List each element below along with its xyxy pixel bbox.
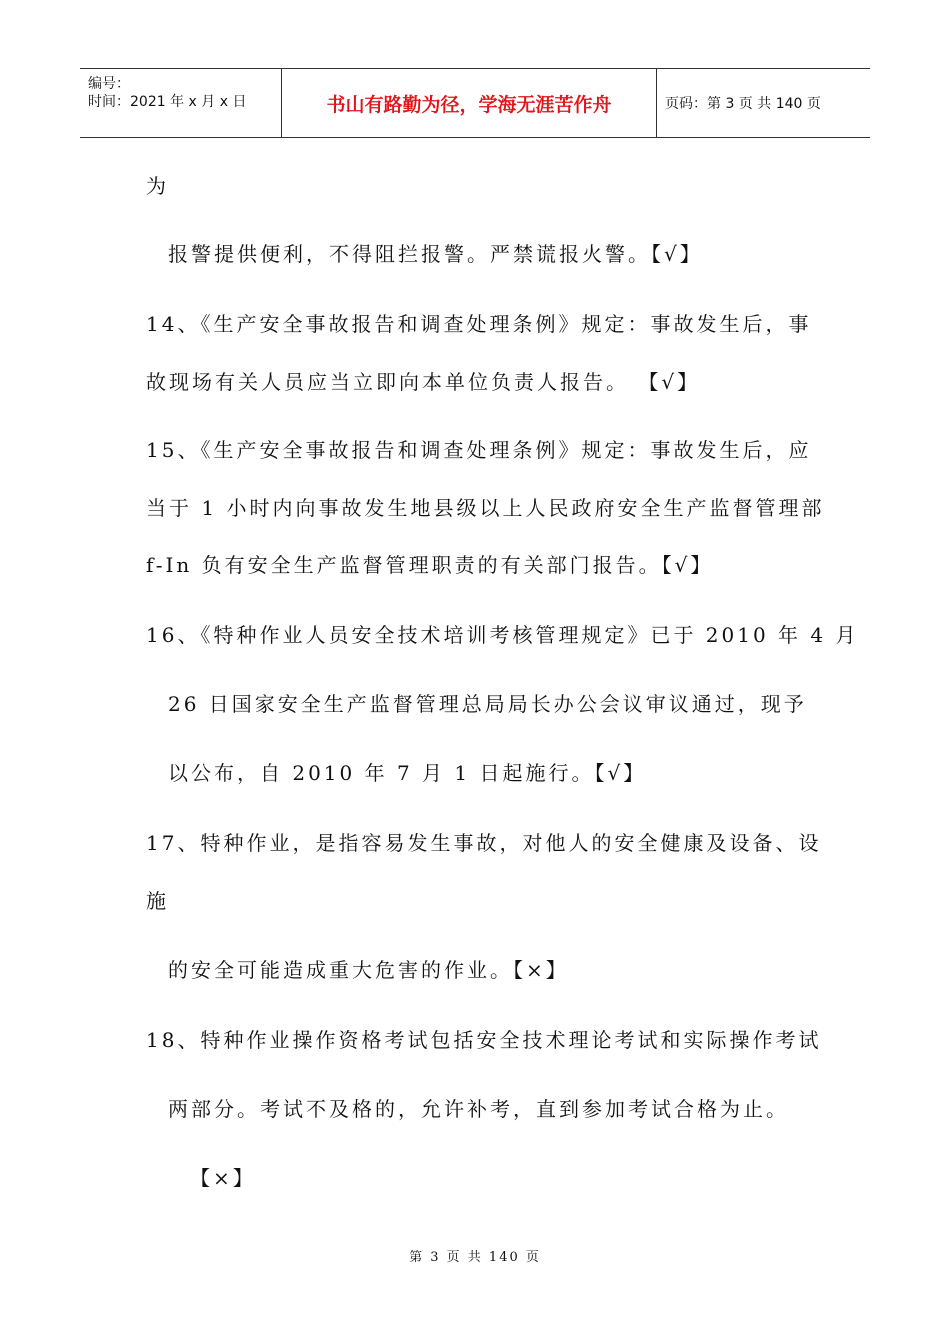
text-line: 故现场有关人员应当立即向本单位负责人报告。 【√】: [146, 370, 701, 394]
header-motto: 书山有路勤为径，学海无涯苦作舟: [282, 69, 657, 137]
document-number-label: 编号：: [88, 76, 130, 92]
document-date-label: 时间：2021 年 x 月 x 日: [88, 94, 247, 110]
text-line: 【×】: [190, 1166, 256, 1190]
header-meta: [80, 69, 282, 137]
text-line: 两部分。考试不及格的，允许补考，直到参加考试合格为止。: [168, 1097, 789, 1121]
text-line: 17、特种作业，是指容易发生事故，对他人的安全健康及设备、设: [146, 831, 822, 855]
text-line: 14、《生产安全事故报告和调查处理条例》规定：事故发生后，事: [146, 312, 812, 336]
text-line: 15、《生产安全事故报告和调查处理条例》规定：事故发生后，应: [146, 438, 812, 462]
text-line: 施: [146, 889, 169, 913]
text-line: f-In 负有安全生产监督管理职责的有关部门报告。【√】: [146, 553, 714, 577]
text-line: 为: [146, 174, 169, 198]
text-line: 当于 1 小时内向事故发生地县级以上人民政府安全生产监督管理部: [146, 496, 825, 520]
page-header: [80, 68, 870, 138]
text-line: 的安全可能造成重大危害的作业。【×】: [168, 958, 569, 982]
page-footer: 第 3 页 共 140 页: [409, 1250, 541, 1265]
text-line: 以公布，自 2010 年 7 月 1 日起施行。【√】: [168, 761, 647, 785]
text-line: 18、特种作业操作资格考试包括安全技术理论考试和实际操作考试: [146, 1028, 822, 1052]
header-page-info: 页码：第 3 页 共 140 页: [665, 96, 821, 112]
text-line: 16、《特种作业人员安全技术培训考核管理规定》已于 2010 年 4 月: [146, 623, 859, 647]
text-line: 26 日国家安全生产监督管理总局局长办公会议审议通过，现予: [168, 692, 807, 716]
text-line: 报警提供便利，不得阻拦报警。严禁谎报火警。【√】: [168, 242, 703, 266]
